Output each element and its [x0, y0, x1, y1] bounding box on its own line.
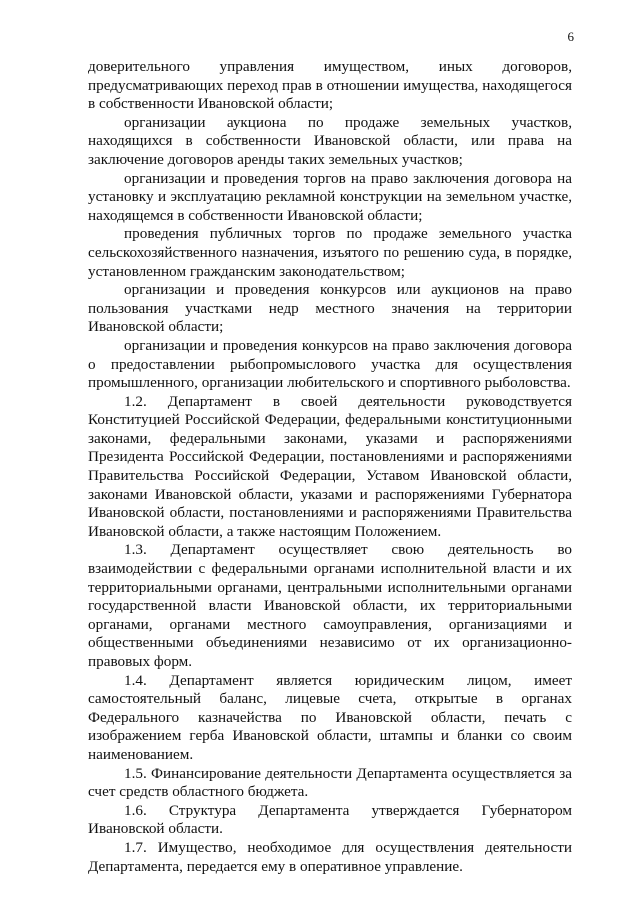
paragraph-fishing-contests: организации и проведения конкурсов на право заключения договора о предоставлении рыбопромыслового участка для осуществления промышленного, организации любительского и спортивного рыболовства.: [88, 336, 572, 392]
paragraph-section-1-3: 1.3. Департамент осуществляет свою деятельность во взаимодействии с федеральными органами исполнительной власти и их территориальными органами, центральными исполнительными органами государственной власти Ивановской области, их территориальными органами, органами местного самоуправления, организациями и общественными объединениями независимо от их организационно-правовых форм.: [88, 541, 572, 670]
paragraph-section-1-5: 1.5. Финансирование деятельности Департамента осуществляется за счет средств областного бюджета.: [88, 764, 572, 801]
paragraph-subsoil-contests: организации и проведения конкурсов или аукционов на право пользования участками недр местного значения на территории Ивановской области;: [88, 281, 572, 336]
paragraph-section-1-7: 1.7. Имущество, необходимое для осуществления деятельности Департамента, передается ему в оперативное управление.: [88, 838, 572, 875]
document-body: [88, 58, 572, 876]
paragraph-section-1-2: 1.2. Департамент в своей деятельности руководствуется Конституцией Российской Федерации, федеральными конституционными законами, федеральными законами, указами и распоряжениями Президента Российской Федерации, постановлениями и распоряжениями Правительства Российской Федерации, Уставом Ивановской области, законами Ивановской области, указами и распоряжениями Губернатора Ивановской области, постановлениями и распоряжениями Правительства Ивановской области, а также настоящим Положением.: [88, 392, 572, 540]
paragraph-advertising-tenders: организации и проведения торгов на право заключения договора на установку и эксплуатацию рекламной конструкции на земельном участке, находящемся в собственности Ивановской области;: [88, 169, 572, 224]
page-number: 6: [567, 29, 574, 44]
paragraph-land-auction: организации аукциона по продаже земельных участков, находящихся в собственности Ивановской области, или права на заключение договоров аренды таких земельных участков;: [88, 113, 572, 168]
paragraph-section-1-4: 1.4. Департамент является юридическим лицом, имеет самостоятельный баланс, лицевые счета, открытые в органах Федерального казначейства по Ивановской области, печать с изображением герба Ивановской области, штампы и бланки со своим наименованием.: [88, 671, 572, 763]
paragraph-public-auction: проведения публичных торгов по продаже земельного участка сельскохозяйственного назначения, изъятого по решению суда, в порядке, установленном гражданским законодательством;: [88, 225, 572, 280]
paragraph-section-1-6: 1.6. Структура Департамента утверждается Губернатором Ивановской области.: [88, 801, 572, 838]
paragraph-continuation: доверительного управления имуществом, иных договоров, предусматривающих переход прав в отношении имущества, находящегося в собственности Ивановской области;: [88, 58, 572, 113]
